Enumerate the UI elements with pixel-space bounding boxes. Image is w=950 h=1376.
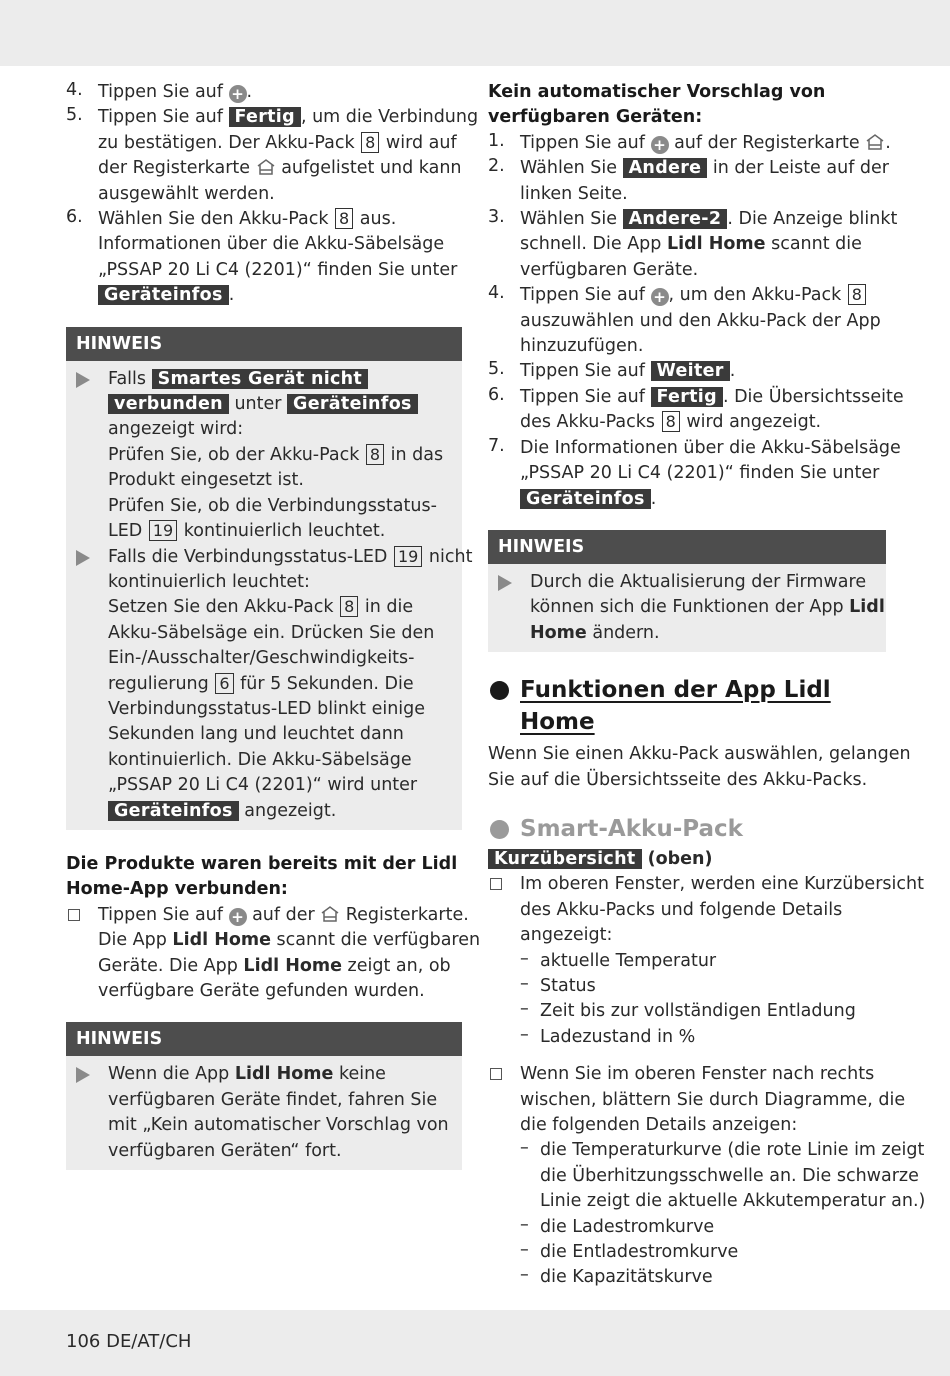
- dash-item: – Ladezustand in %: [520, 1024, 696, 1047]
- page-number: 106 DE/AT/CH: [66, 1331, 192, 1352]
- ref-box: 8: [361, 132, 379, 153]
- step-2: 2. Wählen Sie Andere in der Leiste auf der linken Seite.: [488, 156, 889, 204]
- step-1: 1. Tippen Sie auf + auf der Registerkarte .: [488, 130, 891, 154]
- bullet-dot-icon: [490, 681, 509, 700]
- dash-item: – aktuelle Temperatur: [520, 948, 717, 971]
- top-band: [0, 0, 950, 66]
- home-icon: [865, 133, 885, 151]
- left-column: [66, 80, 481, 1170]
- plus-icon: +: [651, 288, 669, 306]
- subheading-already-connected: Die Produkte waren bereits mit der Lidl Home-App verbunden:: [66, 853, 458, 900]
- subheading-no-suggestion: Kein automatischer Vorschlag von verfügbaren Geräten:: [488, 82, 826, 128]
- plus-icon: +: [229, 85, 247, 103]
- dash-item: – die Kapazitätskurve: [520, 1265, 713, 1288]
- note-item: Wenn die App Lidl Home keine verfügbaren Geräte findet, fahren Sie mit „Kein automatischer Vorschlag von verfügbaren Geräten“ fort.: [66, 1062, 454, 1164]
- step-5: 5. Tippen Sie auf Weiter .: [488, 359, 736, 382]
- step-7: 7. Die Informationen über die Akku-Säbelsäge „PSSAP 20 Li C4 (2201)“ finden Sie unter Geräteinfos .: [488, 435, 901, 509]
- plus-icon: +: [229, 908, 247, 926]
- plus-icon: +: [651, 136, 669, 154]
- dash-item: – Status: [520, 973, 596, 996]
- dash-item: – die Entladestromkurve: [520, 1240, 739, 1263]
- note-box-1: [66, 327, 473, 830]
- section-heading-smart-akku-pack: Smart-Akku-Pack: [488, 813, 886, 845]
- step-6: 6. Wählen Sie den Akku-Pack 8 aus. Informationen über die Akku-Säbelsäge „PSSAP 20 Li C4 (2201)“ finden Sie unter Geräteinfos .: [66, 207, 458, 306]
- square-bullet-icon: [68, 909, 80, 921]
- step-3: 3. Wählen Sie Andere-2 . Die Anzeige blinkt schnell. Die App Lidl Home scannt die verfügbaren Geräte.: [488, 207, 898, 280]
- kurzuebersicht-label: Kurzübersicht (oben): [488, 847, 886, 872]
- dash-item: – Zeit bis zur vollständigen Entladung: [520, 999, 856, 1022]
- highlight-fertig: Fertig: [229, 107, 301, 127]
- dash-item: – die Temperaturkurve (die rote Linie im zeigt die Überhitzungsschwelle an. Die schwarze Linie zeigt die aktuelle Akkutemperatur an.): [520, 1138, 926, 1212]
- triangle-bullet-icon: [76, 372, 90, 388]
- square-bullet-icon: [490, 878, 502, 890]
- home-icon: [320, 905, 340, 923]
- step-4: 4. Tippen Sie auf + , um den Akku-Pack 8 auszuwählen und den Akku-Pack der App hinzuzufügen.: [488, 283, 881, 357]
- right-column: Kein automatischer Vorschlag von verfügbaren Geräten: 1. Tippen Sie auf + auf der Registerkarte . 2. Wählen Sie Andere in der Leiste auf der linken Seite. 3. Wählen Sie Andere-2 . Die Anzeige blinkt schnell. Die App Lidl Home scannt die verfügbaren Geräte. 4. Tippen Sie auf + , um den Akku-Pack 8 auszuwählen und den Akku-Pack der App hinzuzufügen. 5. Tippen Sie auf Weiter . 6. Tippen Sie auf Fertig . Die Übersichtsseite des Akku-Packs 8 wird angezeigt. 7. Die Informationen über die Akku-Säbelsäge „PSSAP 20 Li C4 (2201)“ finden Sie unter Geräteinfos . HINWEIS Durch die Aktualisierung der Firmware können sich die Funktionen der App Lidl Home ändern. Funktionen der App Lidl Home Wenn Sie einen Akku-Pack auswählen, gelangen Sie auf die Übersichtsseite des Akku-Packs. Smart-Akku-Pack Kurzübersicht (oben) Im oberen Fenster, werden eine Kurzübersicht des Akku-Packs und folgende Details angezeigt: – aktuelle Temperatur – Status – Zeit bis zur vollständigen Entladung – Ladezustand in % Wenn Sie im oberen Fenster nach rechts wischen, blättern Sie durch Diagramme, die die folgenden Details anzeigen: – die Temperaturkurve (die rote Linie im zeigt die Überhitzungsschwelle an. Die schwarze Linie zeigt die aktuelle Akkutemperatur an.) – die Ladestromkurve – die Entladestromkurve – die Kapazitätskurve: [488, 80, 886, 1291]
- step-6: 6. Tippen Sie auf Fertig . Die Übersichtsseite des Akku-Packs 8 wird angezeigt.: [488, 384, 904, 433]
- section-heading-functions: Funktionen der App Lidl Home: [488, 674, 886, 738]
- triangle-bullet-icon: [76, 550, 90, 566]
- note-box-2: [66, 1022, 462, 1170]
- triangle-bullet-icon: [76, 1067, 90, 1083]
- note-item: Falls die Verbindungsstatus-LED 19 nicht kontinuierlich leuchtet: Setzen Sie den Akku-Pack 8 in die Akku-Säbelsäge ein. Drücken Sie den Ein-/Ausschalter/Geschwindigkeits- regulierung 6 für 5 Sekunden. Die Verbindungsstatus-LED blinkt einige Sekunden lang und leuchtet dann kontinuierlich. Die Akku-Säbelsäge „PSSAP 20 Li C4 (2201)“ wird unter Geräteinfos angezeigt.: [66, 545, 454, 824]
- checkbox-item: Tippen Sie auf + auf der Registerkarte. Die App Lidl Home scannt die verfügbaren Geräte. Die App Lidl Home zeigt an, ob verfügbare Geräte gefunden wurden.: [66, 903, 462, 1005]
- checkbox-item: Im oberen Fenster, werden eine Kurzübersicht des Akku-Packs und folgende Details angezeigt: – aktuelle Temperatur – Status – Zeit bis zur vollständigen Entladung – Ladezustand in %: [488, 872, 886, 1050]
- highlight-geraeteinfos: Geräteinfos: [98, 285, 229, 305]
- note-item: Falls Smartes Gerät nicht verbunden unter Geräteinfos angezeigt wird: Prüfen Sie, ob der Akku-Pack 8 in das Produkt eingesetzt ist. Prüfen Sie, ob die Verbindungsstatus- LED 19 kontinuierlich leuchtet.: [66, 367, 454, 545]
- ref-box: 8: [335, 208, 353, 229]
- note-heading: HINWEIS: [66, 1022, 462, 1056]
- bullet-dot-icon: [490, 820, 509, 839]
- note-box-3: [488, 530, 886, 652]
- square-bullet-icon: [490, 1068, 502, 1080]
- step-5: 5. Tippen Sie auf Fertig , um die Verbindung zu bestätigen. Der Akku-Pack 8 wird auf der Registerkarte aufgelistet und kann ausgewählt werden.: [66, 105, 479, 204]
- note-heading: HINWEIS: [66, 327, 462, 361]
- step-4: 4. Tippen Sie auf + .: [66, 80, 253, 103]
- dash-item: – die Ladestromkurve: [520, 1214, 715, 1237]
- home-icon: [256, 158, 276, 176]
- note-heading: HINWEIS: [488, 530, 886, 564]
- note-item: Durch die Aktualisierung der Firmware können sich die Funktionen der App Lidl Home ändern.: [488, 570, 878, 646]
- checkbox-item: Wenn Sie im oberen Fenster nach rechts wischen, blättern Sie durch Diagramme, die die folgenden Details anzeigen: – die Temperaturkurve (die rote Linie im zeigt die Überhitzungsschwelle an. Die schwarze Linie zeigt die aktuelle Akkutemperatur an.) – die Ladestromkurve – die Entladestromkurve – die Kapazitätskurve: [488, 1062, 886, 1291]
- triangle-bullet-icon: [498, 575, 512, 591]
